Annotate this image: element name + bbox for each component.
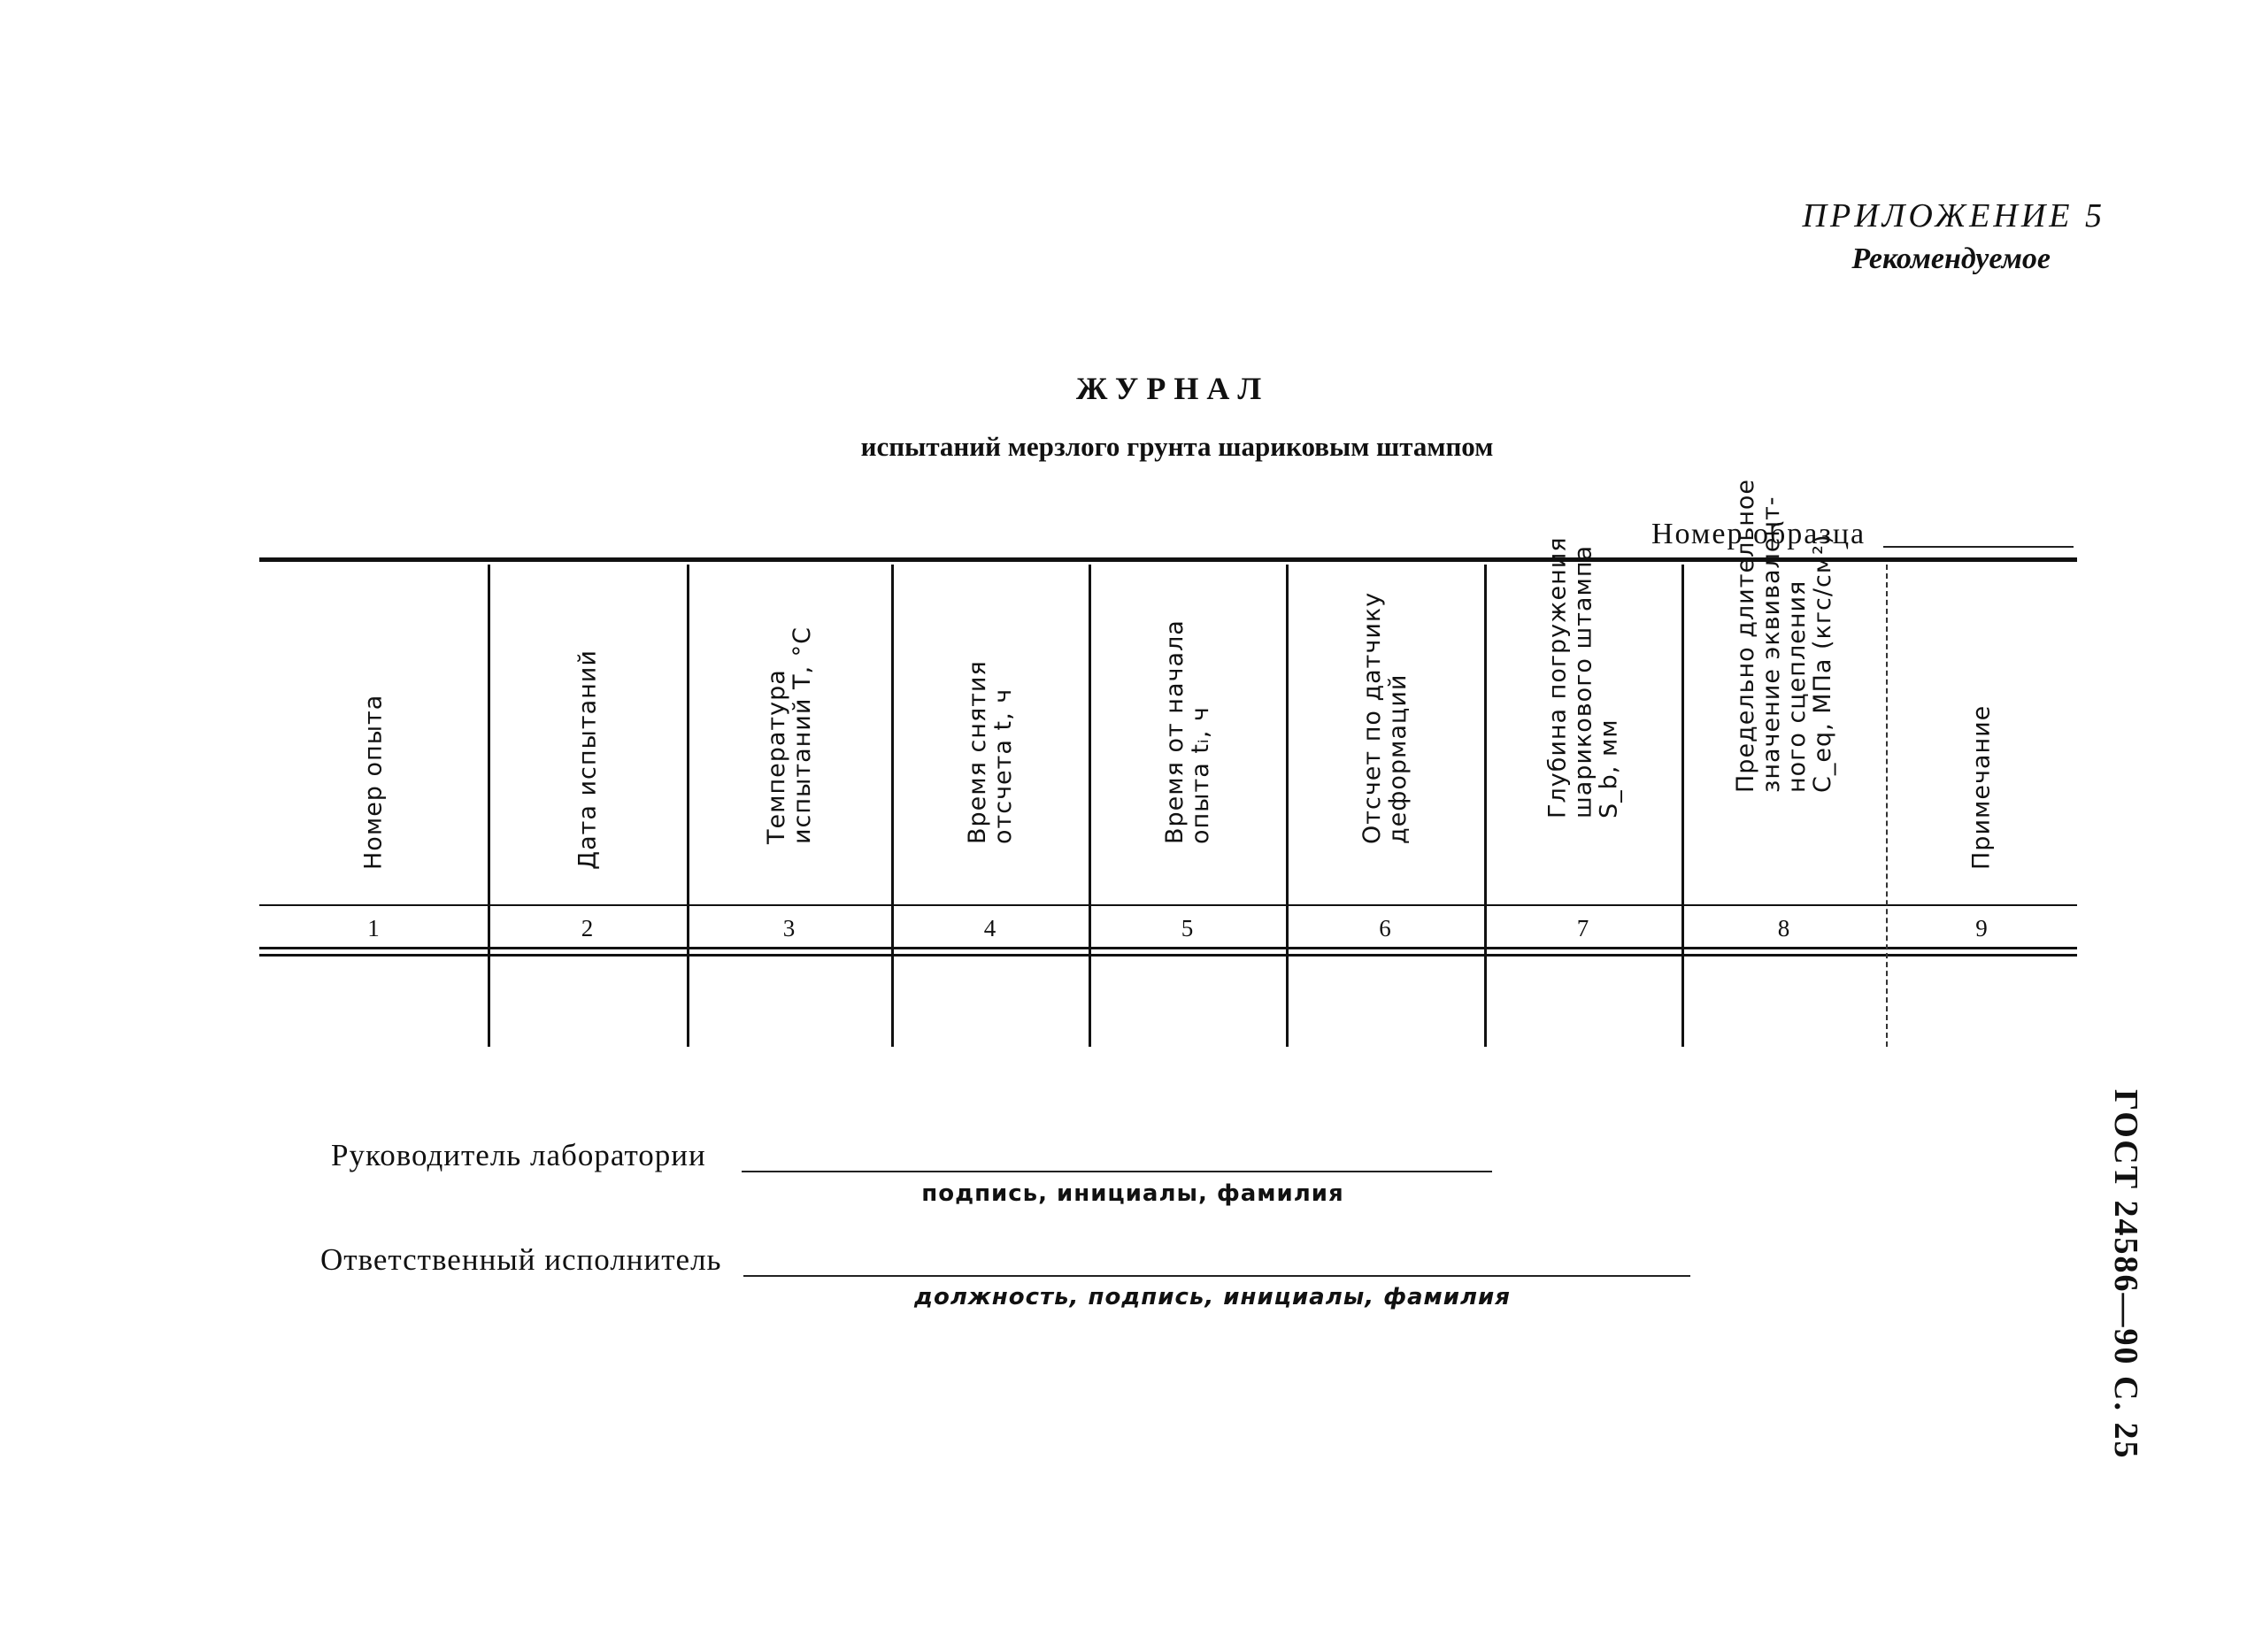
column-header bbox=[1286, 566, 1484, 895]
column-header-line: опыта tᵢ, ч bbox=[1186, 706, 1214, 844]
sample-number-label: Номер образца bbox=[1651, 518, 1866, 550]
column-number: 4 bbox=[983, 915, 997, 941]
column-header-line: Номер опыта bbox=[359, 694, 388, 870]
column-header-text bbox=[574, 649, 600, 870]
head-of-lab-hint: подпись, инициалы, фамилия bbox=[921, 1180, 1344, 1207]
numbers-rule-2 bbox=[259, 954, 2077, 957]
column-number: 6 bbox=[1379, 915, 1391, 941]
column-header-line: Температура bbox=[762, 669, 790, 844]
data-row-area[interactable] bbox=[259, 960, 2077, 1049]
column-header-line: шарикового штампа bbox=[1569, 544, 1597, 818]
numbers-rule-1 bbox=[259, 947, 2077, 949]
column-header-line: Отсчет по датчику bbox=[1358, 591, 1386, 844]
column-header-line: Примечание bbox=[1967, 704, 1996, 870]
column-number: 5 bbox=[1181, 915, 1194, 941]
column-header-text bbox=[764, 626, 815, 844]
column-header-line: S_b, мм bbox=[1595, 718, 1622, 818]
column-header bbox=[488, 566, 687, 895]
column-header-line: деформаций bbox=[1384, 673, 1412, 844]
column-header-line: значение эквивалент- bbox=[1757, 496, 1785, 793]
column-header bbox=[259, 566, 488, 895]
column-header bbox=[687, 566, 891, 895]
standard-page-code: ГОСТ 24586—90 С. 25 bbox=[2107, 1089, 2144, 1460]
appendix-title: ПРИЛОЖЕНИЕ 5 bbox=[1802, 197, 2105, 234]
column-header-text bbox=[1544, 536, 1621, 818]
executor-label: Ответственный исполнитель bbox=[320, 1242, 722, 1277]
column-number: 7 bbox=[1576, 915, 1589, 941]
column-header bbox=[1089, 566, 1286, 895]
column-header-line: Время от начала bbox=[1160, 619, 1189, 844]
column-header-text bbox=[1733, 479, 1835, 793]
sample-number-field[interactable] bbox=[1883, 546, 2074, 548]
column-number: 8 bbox=[1777, 915, 1790, 941]
column-header-line: Предельно длительное bbox=[1731, 478, 1759, 793]
column-header-text bbox=[1359, 592, 1411, 844]
column-header-text bbox=[361, 695, 387, 870]
column-number: 1 bbox=[367, 915, 380, 941]
column-header bbox=[891, 566, 1089, 895]
column-header bbox=[1484, 536, 1681, 895]
column-header bbox=[1886, 566, 2077, 895]
column-header-line: Дата испытаний bbox=[573, 649, 601, 870]
column-header-text bbox=[1162, 619, 1213, 844]
journal-subtitle: испытаний мерзлого грунта шариковым штампом bbox=[860, 431, 1494, 462]
column-header-text bbox=[965, 660, 1016, 844]
column-header-text bbox=[1969, 705, 1995, 870]
column-number: 2 bbox=[581, 915, 594, 941]
header-bottom-rule bbox=[259, 904, 2077, 906]
column-header-line: Глубина погружения bbox=[1543, 536, 1571, 818]
column-header-line: ного сцепления bbox=[1782, 580, 1811, 793]
appendix-status: Рекомендуемое bbox=[1851, 242, 2051, 275]
column-header-line: Время снятия bbox=[963, 660, 991, 844]
column-number: 9 bbox=[1975, 915, 1988, 941]
column-header-line: C_eq, МПа (кгс/см²) bbox=[1808, 534, 1836, 793]
column-header-line: отсчета t, ч bbox=[989, 688, 1017, 844]
executor-hint: должность, подпись, инициалы, фамилия bbox=[914, 1284, 1511, 1310]
journal-title: ЖУРНАЛ bbox=[1075, 371, 1270, 406]
executor-signature-field[interactable] bbox=[743, 1275, 1690, 1277]
head-of-lab-signature-field[interactable] bbox=[742, 1171, 1492, 1172]
column-number: 3 bbox=[782, 915, 796, 941]
column-header-line: испытаний T, °C bbox=[788, 626, 816, 844]
head-of-lab-label: Руководитель лаборатории bbox=[331, 1138, 706, 1172]
